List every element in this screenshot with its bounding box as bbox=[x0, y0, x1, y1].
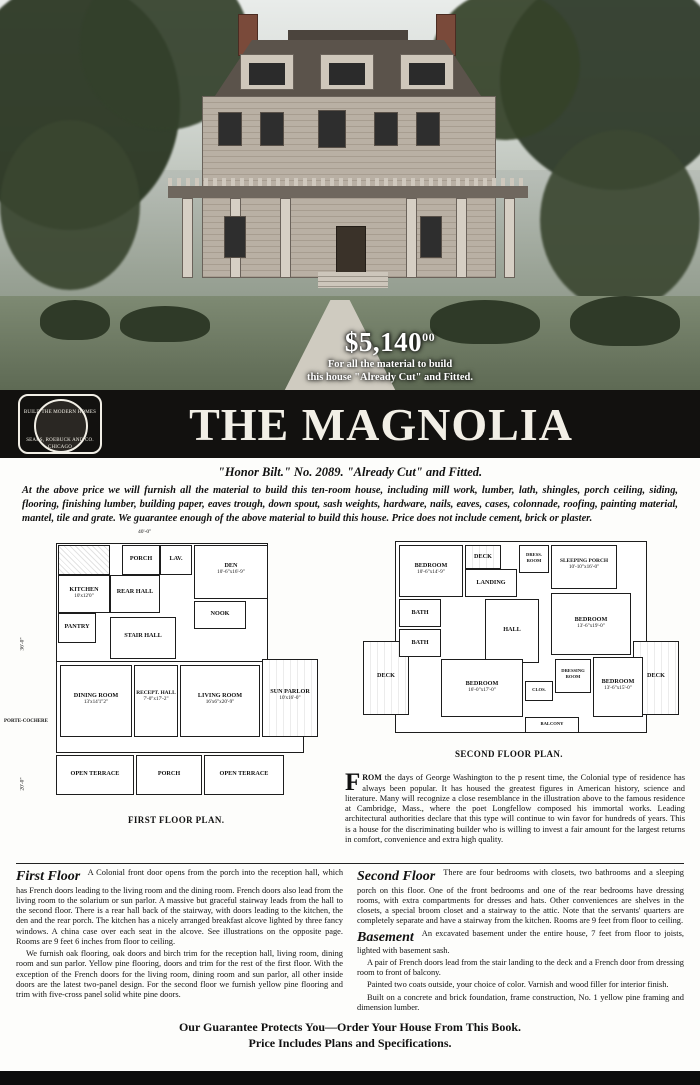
price-inclusion-blurb: At the above price we will furnish all the material to build this ten-room house, including mill work, lumber, lath, shingles, porch ceiling, siding, flooring, finishing lumber, building paper, eaves trough, down spout, sash weights, hardware, nails, eaves, cases, colonnade, roofing, painting material, mantel, tile and grate. We guarantee enough of the above material to build this house. Price does not include cement, brick or plaster. bbox=[22, 485, 678, 524]
room-cell: BATH bbox=[399, 599, 441, 627]
room-cell: LAV. bbox=[160, 545, 192, 575]
price-note-1: For all the material to build bbox=[327, 358, 453, 370]
first-floor-plan bbox=[4, 529, 338, 851]
basement-heading: Basement bbox=[357, 929, 414, 945]
room-cell: BEDROOM 13'-6"x15'-0" bbox=[593, 657, 643, 717]
foundation-text: Built on a concrete and brick foundation, frame construction, No. 1 yellow pine framing and dimension lumber. bbox=[357, 992, 684, 1012]
second-floor-caption: SECOND FLOOR PLAN. bbox=[455, 749, 563, 760]
room-cell: BATH bbox=[399, 629, 441, 657]
room-cell: DECK bbox=[465, 545, 501, 569]
room-cell bbox=[58, 545, 110, 575]
shrub bbox=[120, 306, 210, 342]
price-note-2: this house "Already Cut" and Fitted. bbox=[306, 371, 474, 383]
room-cell: DRESSING ROOM bbox=[555, 659, 591, 693]
porch-roof bbox=[168, 186, 528, 198]
room-cell: LANDING bbox=[465, 569, 517, 597]
price-amount bbox=[290, 327, 490, 358]
room-cell: STAIR HALL bbox=[110, 617, 176, 659]
price-cents: 00 bbox=[422, 329, 436, 344]
second-floor-text: There are four bedrooms with closets, two bathrooms and a sleeping porch on this floor. One of the front bedrooms and one of the rear bedrooms have dressing rooms, with extra compartments for dresses and hats. Other conveniences are shelves in the closets, a special broom closet and a stairway to the attic. Note that the servants' quarters are completely separate and have a stairway from the kitchen. Rooms are 9 feet from floor to ceiling. bbox=[357, 868, 684, 926]
porch-column bbox=[504, 198, 515, 278]
porch-column bbox=[456, 198, 467, 278]
intro-dropcap: F bbox=[345, 769, 361, 797]
porch-column bbox=[406, 198, 417, 278]
floor-plans bbox=[0, 531, 700, 861]
room-cell: SUN PARLOR 10'x16'-0" bbox=[262, 659, 318, 737]
room-cell: PORCH bbox=[122, 545, 160, 575]
dormer-window bbox=[240, 54, 294, 90]
window bbox=[318, 110, 346, 148]
intro-text: the days of George Washington to the p resent time, the Colonial type of residence has always been popular. It has housed the greatest figures in American history, science and literature. Many will recognize a close resemblance in the illustration above to the famous residence at Cambridge, Mass., where the poet Longfellow composed his immortal works. Leading architectural authorities declare that this type will continue to win favor for hundreds of years. This is a house for the discriminating builder who is willing to invest a fair amount for the largest returns in comfort, convenience and extra high quality. bbox=[345, 773, 686, 844]
model-subheading: "Honor Bilt." No. 2089. "Already Cut" and Fitted. bbox=[217, 465, 483, 479]
price-callout bbox=[290, 327, 490, 384]
room-cell: SLEEPING PORCH 10'-10"x16'-0" bbox=[551, 545, 617, 589]
room-cell: DEN 10'-6"x16'-9" bbox=[194, 545, 268, 599]
intro-paragraph bbox=[345, 771, 685, 847]
french-doors-text: A pair of French doors lead from the stair landing to the deck and a French door from dressing room to front of balcony. bbox=[357, 957, 684, 978]
materials-text: We furnish oak flooring, oak doors and birch trim for the reception hall, living room, dining room and sun parlor. Yellow pine flooring, doors and trim for the rest of the first floor. With the exception of the French doors for the living room, dining room and sun parlor, all other inside doors are the latest two-panel design. For the second floor we furnish yellow pine flooring and trim with five-cross panel solid white pine doors. bbox=[16, 949, 343, 1000]
guarantee-line-1: Our Guarantee Protects You—Order Your House From This Book. bbox=[178, 1020, 522, 1035]
room-cell: DRESS. ROOM bbox=[519, 545, 549, 573]
plan-dim-width: 40'-0" bbox=[138, 529, 152, 536]
dormer-window bbox=[400, 54, 454, 90]
room-cell: RECEPT. HALL 7'-0"x17'-2" bbox=[134, 665, 178, 737]
plan-dim-depth: 36'-0" bbox=[19, 637, 26, 652]
window bbox=[416, 112, 440, 146]
room-cell: NOOK bbox=[194, 601, 246, 629]
seal-line-2: SEARS, ROEBUCK AND CO. bbox=[26, 438, 94, 444]
window bbox=[224, 216, 246, 258]
room-cell: DECK bbox=[633, 641, 679, 715]
plan-dim-lower-depth: 20'-0" bbox=[19, 777, 26, 792]
room-cell: OPEN TERRACE bbox=[56, 755, 134, 795]
dormer-window bbox=[320, 54, 374, 90]
front-door bbox=[336, 226, 366, 278]
room-cell: KITCHEN 10'x12'0" bbox=[58, 575, 110, 613]
room-cell: HALL bbox=[485, 599, 539, 663]
window bbox=[374, 112, 398, 146]
intro-dropcap-word: ROM bbox=[362, 773, 382, 783]
shrub bbox=[40, 300, 110, 340]
right-column bbox=[357, 866, 684, 1015]
room-cell: BEDROOM 16'-0"x17'-0" bbox=[441, 659, 523, 717]
first-floor-caption: FIRST FLOOR PLAN. bbox=[128, 815, 225, 826]
text-columns bbox=[0, 866, 700, 1015]
room-cell: PANTRY bbox=[58, 613, 96, 643]
window bbox=[420, 216, 442, 258]
second-floor-heading: Second Floor bbox=[357, 869, 436, 885]
basement-text: An excavated basement under the entire house, 7 feet from floor to joists, lighted with basement sash. bbox=[357, 928, 684, 955]
house-photograph bbox=[0, 0, 700, 390]
room-cell: REAR HALL bbox=[110, 575, 160, 613]
guarantee-line-2: Price Includes Plans and Specifications. bbox=[248, 1035, 452, 1050]
paint-text: Painted two coats outside, your choice of color. Varnish and wood filler for interior finish. bbox=[367, 980, 669, 990]
footer-bar bbox=[0, 1071, 700, 1085]
seal-line-1: BUILD THE MODERN HOMES bbox=[23, 410, 97, 415]
porch-column bbox=[280, 198, 291, 278]
room-cell: LIVING ROOM 16'x6"x20'-9" bbox=[180, 665, 260, 737]
front-steps bbox=[318, 272, 388, 288]
seal-line-3: CHICAGO bbox=[47, 444, 73, 450]
room-cell: DECK bbox=[363, 641, 409, 715]
shrub bbox=[570, 296, 680, 346]
room-cell: PORCH bbox=[136, 755, 202, 795]
window bbox=[260, 112, 284, 146]
room-cell: BEDROOM 13'-6"x19'-0" bbox=[551, 593, 631, 655]
porte-cochere-label: PORTE-COCHERE bbox=[4, 719, 48, 725]
room-cell: DINING ROOM 13'x14'1"2" bbox=[60, 665, 132, 737]
room-cell: OPEN TERRACE bbox=[204, 755, 284, 795]
tree bbox=[0, 120, 140, 290]
divider bbox=[16, 863, 684, 864]
house-structure bbox=[168, 40, 528, 300]
room-cell: BALCONY bbox=[525, 717, 579, 733]
porch-column bbox=[182, 198, 193, 278]
page-title: THE MAGNOLIA bbox=[189, 398, 573, 450]
room-cell: CLOS. bbox=[525, 681, 553, 701]
title-banner bbox=[0, 390, 700, 458]
left-column bbox=[16, 866, 343, 1015]
first-floor-text: A Colonial front door opens from the porch into the reception hall, which has French doors leading to the living room and the dining room. French doors also lead from the living room to the solarium or sun parlor. A massive but graceful stairway leads from the hall to the second floor. There is a rear hall back of the stairway, with doors leading to the kitchen, the den and the rear porch. The kitchen has a nicely arranged breakfast alcove lighted by three fancy windows. A china case over each seat in the alcove. See illustrations on the opposite page. Rooms are 9 feet 6 inches from floor to ceiling. bbox=[16, 868, 344, 946]
guarantee-block bbox=[0, 1020, 700, 1051]
window bbox=[218, 112, 242, 146]
sears-seal-logo bbox=[18, 394, 102, 454]
tree bbox=[540, 130, 700, 310]
first-floor-heading: First Floor bbox=[16, 869, 81, 885]
room-cell: BEDROOM 10'-6"x14'-9" bbox=[399, 545, 463, 597]
price-value: $5,140 bbox=[344, 326, 423, 357]
